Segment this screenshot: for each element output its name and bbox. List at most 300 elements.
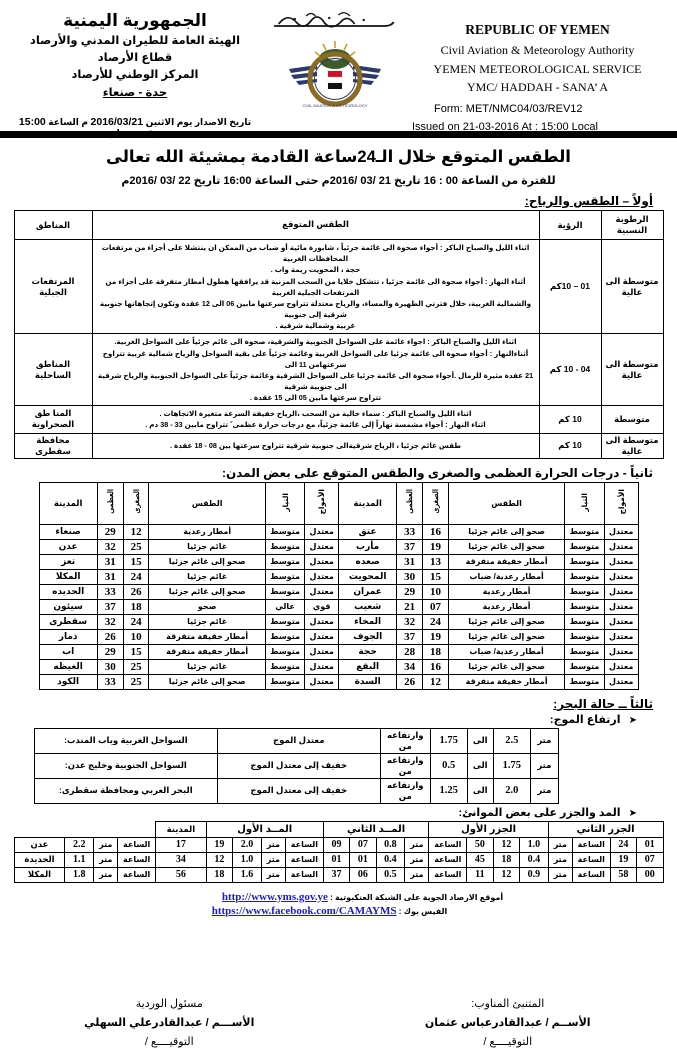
cell-max: 33 — [397, 524, 423, 539]
cell-max: 34 — [397, 659, 423, 674]
header-arabic-block — [10, 6, 260, 139]
forecast-period: للفترة من الساعة 00 : 16 تاريخ 21 /03 /2016م حتى الساعة 16:00 تاريخ 22 /03 /2016م — [0, 174, 677, 187]
cell-weather: صحو إلى غائم جزئيا — [448, 629, 564, 644]
cell-height-label: وارتفاعه من — [380, 778, 430, 803]
cell-max: 28 — [397, 644, 423, 659]
office-location-ar: حدة - صنعاء — [10, 85, 260, 102]
cell-sea: معتدل — [604, 554, 638, 569]
cell-min: 18 — [423, 644, 449, 659]
cell-wave-state: خفيف إلى معتدل الموج — [217, 753, 380, 778]
cell-city: سقطرى — [39, 614, 97, 629]
cell-ebb1-meter-label: متر — [405, 837, 429, 852]
cell-tide1-meter-label: متر — [94, 867, 118, 882]
cell-max: 30 — [97, 659, 123, 674]
cell-visibility: 10 كم — [539, 433, 601, 458]
cell-sea: معتدل — [305, 539, 339, 554]
cell-wind: متوسط — [265, 554, 305, 569]
cell-to-label: الى — [467, 753, 493, 778]
cell-city: المخاء — [339, 614, 397, 629]
cell-ebb2-meter-label: متر — [548, 852, 572, 867]
issue-suffix: توقيت محلي — [107, 128, 162, 138]
table-header-row — [39, 482, 638, 524]
weather-line: والشمالية الغربية، خلال فترتي الظهيرة والمساء، والرياح معتدلة تتراوح سرعتها مابين 06 الى 12 عقدة وتكون إتجاهاتها جنوبية شرقية إلى جنوبية — [98, 298, 534, 320]
signature-shift-supervisor — [0, 995, 339, 1052]
issue-mid: م الساعة — [48, 117, 88, 127]
col-ebb2-group: الجزر الثاني — [548, 821, 663, 837]
cell-min: 10 — [423, 584, 449, 599]
col-min-b1: الصغرى — [123, 482, 149, 524]
cell-ebb2-hour: 58 — [610, 867, 636, 882]
cell-tide1-minute: 12 — [206, 852, 232, 867]
section-1-heading: أولاً – الطقس والرياح: — [0, 194, 653, 208]
cell-max: 31 — [97, 554, 123, 569]
cell-port-city: المكلا — [14, 867, 65, 882]
wave-height-table — [34, 728, 559, 804]
table-row — [14, 240, 663, 334]
cell-min: 25 — [123, 659, 149, 674]
tides-table — [14, 821, 664, 883]
cell-city: عدن — [39, 539, 97, 554]
issued-on-en: Issued on 21-03-2016 At : 15:00 Local — [410, 118, 665, 137]
cell-wind: عالي — [265, 599, 305, 614]
cell-min: 16 — [423, 524, 449, 539]
cell-humidity: متوسطة — [601, 406, 663, 433]
cell-weather: صحو إلى غائم جزئيا — [448, 539, 564, 554]
cell-weather: صحو إلى غائم جزئيا — [448, 524, 564, 539]
col-sea-b2: الأمواج — [604, 482, 638, 524]
cell-wind: متوسط — [265, 674, 305, 689]
cell-tide1-hour: 56 — [156, 867, 207, 882]
supervisor-role: مسئول الوردية — [0, 995, 339, 1014]
cell-weather: أمطار رعدية/ ضباب — [448, 569, 564, 584]
cell-port-city: عدن — [14, 837, 65, 852]
col-max-b1: العظمى — [97, 482, 123, 524]
cell-min: 19 — [423, 629, 449, 644]
col-city-tides: المدينة — [156, 821, 207, 837]
table-row — [14, 433, 663, 458]
cell-weather: أمطار رعدية — [149, 524, 265, 539]
cell-weather: صحو إلى غائم جزئيا — [149, 584, 265, 599]
cell-max: 37 — [397, 629, 423, 644]
cell-min: 25 — [123, 674, 149, 689]
cell-ebb1-height: 0.4 — [376, 852, 405, 867]
table-row — [39, 644, 638, 659]
table-row — [14, 334, 663, 406]
cell-sea: معتدل — [305, 644, 339, 659]
cell-weather-description — [92, 334, 539, 406]
cell-tide1-height: 1.1 — [65, 852, 94, 867]
cell-city: المكلا — [39, 569, 97, 584]
cell-tide2-minute: 06 — [350, 867, 376, 882]
cell-height-label: وارتفاعه من — [380, 753, 430, 778]
supervisor-signature-line: التوقيــــع / — [0, 1033, 339, 1052]
cell-to-label: الى — [467, 728, 493, 753]
office-name-en: YMC/ HADDAH - SANA’ A — [410, 78, 665, 97]
cell-max: 26 — [97, 629, 123, 644]
cell-sea: معتدل — [305, 674, 339, 689]
weather-line: حجة ، المحويت ريمة واب . — [98, 264, 534, 275]
cell-sea: معتدل — [305, 614, 339, 629]
cell-min: 07 — [423, 599, 449, 614]
cell-ebb2-hour-label: الساعة — [572, 837, 610, 852]
cell-wind: متوسط — [265, 539, 305, 554]
cell-city: صنعاء — [39, 524, 97, 539]
cell-region: المنا طق الصحراوية — [14, 406, 92, 433]
cell-max: 29 — [97, 524, 123, 539]
cell-wind: متوسط — [265, 569, 305, 584]
cell-tide1-meter-label: متر — [94, 837, 118, 852]
cell-visibility: 01 – 10كم — [539, 240, 601, 334]
cell-tide2-hour-label: الساعة — [286, 852, 324, 867]
facebook-label: الفيس بوك : — [399, 907, 448, 916]
tides-label: المد والجزر على بعض الموانئ: — [459, 807, 621, 819]
cell-region: محافظة سقطرى — [14, 433, 92, 458]
cell-wind: متوسط — [565, 584, 605, 599]
forecast-title: الطقس المتوقع خلال الـ24ساعة القادمة بمشيئة الله تعالى — [0, 147, 677, 167]
cell-min: 25 — [123, 539, 149, 554]
cell-weather: غائم جزئيا — [149, 569, 265, 584]
cell-visibility: 10 كم — [539, 406, 601, 433]
cell-max: 29 — [397, 584, 423, 599]
cell-wind: متوسط — [565, 599, 605, 614]
table-row — [14, 837, 663, 852]
cell-region: المرتفعات الجبلية — [14, 240, 92, 334]
col-city-b1: المدينة — [39, 482, 97, 524]
cell-max: 32 — [97, 539, 123, 554]
cell-to-label: الى — [467, 778, 493, 803]
table-row — [39, 584, 638, 599]
cell-min: 10 — [123, 629, 149, 644]
table-row — [35, 778, 559, 803]
cell-height-label: وارتفاعه من — [380, 728, 430, 753]
issue-prefix: تاريخ الاصدار يوم الاثنين — [146, 117, 252, 127]
table-row — [39, 554, 638, 569]
cell-city: ذمار — [39, 629, 97, 644]
cell-ebb1-hour-label: الساعة — [429, 837, 467, 852]
cell-min: 26 — [123, 584, 149, 599]
cell-ebb2-meter-label: متر — [548, 837, 572, 852]
cell-city: تعز — [39, 554, 97, 569]
section-3-heading: ثالثاً ــ حالة البحر: — [0, 697, 653, 711]
cell-weather-description — [92, 433, 539, 458]
col-visibility: الرؤية — [539, 211, 601, 240]
basmala-calligraphy-icon — [272, 8, 399, 38]
cell-sea: معتدل — [604, 599, 638, 614]
country-name-ar: الجمهورية اليمنية — [10, 10, 260, 33]
cell-height-from: 0.5 — [430, 753, 467, 778]
cell-tide2-meter-label: متر — [261, 837, 285, 852]
weather-line: غربية وشمالية شرقية . — [98, 320, 534, 331]
cell-tide2-height: 1.0 — [233, 852, 262, 867]
website-label: أموقع الارصاد الجوية على الشبكة العنكبوتية : — [330, 893, 503, 902]
cell-ebb2-hour: 24 — [610, 837, 636, 852]
facebook-row — [48, 905, 677, 917]
cell-tide2-hour: 09 — [323, 837, 349, 852]
cell-weather: أمطار خفيفة متفرقة — [149, 644, 265, 659]
cell-ebb2-height: 0.4 — [520, 852, 549, 867]
cell-tide2-hour-label: الساعة — [286, 867, 324, 882]
city-temperature-table — [39, 482, 639, 690]
cell-weather: صحو إلى غائم جزئيا — [149, 554, 265, 569]
cell-max: 29 — [97, 644, 123, 659]
emblem-svg — [287, 39, 383, 111]
cell-ebb1-minute: 12 — [493, 837, 519, 852]
signature-area — [0, 995, 677, 1052]
col-wind-b2: التيار — [565, 482, 605, 524]
authority-name-ar: الهيئة العامة للطيران المدني والأرصاد — [10, 33, 260, 50]
cell-sea: معتدل — [305, 584, 339, 599]
table-row — [39, 659, 638, 674]
website-row — [48, 891, 677, 903]
cell-tide1-height: 1.8 — [65, 867, 94, 882]
cell-city: عمران — [339, 584, 397, 599]
cell-min: 15 — [123, 554, 149, 569]
cell-city: صعده — [339, 554, 397, 569]
issue-date: 2016/03/21 — [91, 116, 144, 128]
cell-weather: أمطار خفيفة متفرقة — [448, 674, 564, 689]
service-name-en: YEMEN METEOROLOGICAL SERVICE — [410, 60, 665, 79]
cell-ebb1-hour: 11 — [467, 867, 493, 882]
cell-city: الحديده — [39, 584, 97, 599]
table-row — [39, 614, 638, 629]
cell-ebb1-minute: 18 — [493, 852, 519, 867]
cell-sea: معتدل — [604, 659, 638, 674]
cell-tide2-hour: 01 — [323, 852, 349, 867]
cell-tide2-meter-label: متر — [261, 867, 285, 882]
cell-sea: معتدل — [305, 659, 339, 674]
table-row — [14, 406, 663, 433]
website-link[interactable]: http://www.yms.gov.ye — [222, 891, 328, 903]
cell-min: 16 — [423, 659, 449, 674]
cell-height-from: 1.75 — [430, 728, 467, 753]
cell-wind: متوسط — [265, 629, 305, 644]
cell-tide2-hour: 37 — [323, 867, 349, 882]
cell-city: البقع — [339, 659, 397, 674]
col-weather: الطقس المتوقع — [92, 211, 539, 240]
cell-tide1-meter-label: متر — [94, 852, 118, 867]
col-city-b2: المدينة — [339, 482, 397, 524]
section-2-heading: ثانياً - درجات الحرارة العظمى والصغرى والطقس المتوقع على بعض المدن: — [0, 466, 653, 480]
cell-wind: متوسط — [565, 524, 605, 539]
cell-min: 13 — [423, 554, 449, 569]
cell-ebb1-hour: 50 — [467, 837, 493, 852]
col-ebb1-group: الجزر الأول — [429, 821, 548, 837]
header-english-block — [410, 6, 665, 137]
cell-ebb2-hour-label: الساعة — [572, 867, 610, 882]
tides-subheading — [0, 806, 637, 819]
cell-wind: متوسط — [565, 629, 605, 644]
cell-wind: متوسط — [565, 569, 605, 584]
cell-max: 26 — [397, 674, 423, 689]
cell-max: 33 — [97, 584, 123, 599]
cell-unit: متر — [530, 778, 558, 803]
cell-max: 21 — [397, 599, 423, 614]
cell-min: 15 — [423, 569, 449, 584]
logo-block — [260, 6, 410, 111]
cell-ebb2-minute: 00 — [637, 867, 663, 882]
cell-wind: متوسط — [265, 584, 305, 599]
cell-min: 15 — [123, 644, 149, 659]
cell-weather: أمطار خفيفة متفرقة — [448, 554, 564, 569]
cell-humidity: متوسطة الى عالية — [601, 334, 663, 406]
table-row — [39, 539, 638, 554]
cell-humidity: متوسطة الى عالية — [601, 433, 663, 458]
cell-tide2-height: 2.0 — [233, 837, 262, 852]
cell-max: 30 — [397, 569, 423, 584]
cell-max: 31 — [97, 569, 123, 584]
weather-line: أثناء النهار : أجواء صحوة الى غائمة جزئيا ، تتشكل خلايا من السحب المزنية قد يرافقها هطول أمطار متفرقة على أجزاء من المرتفعات الجبلية الغربية — [98, 276, 534, 298]
cell-max: 32 — [397, 614, 423, 629]
weather-line: أثناءالنهار : أجواء صحوة الى غائمة جزئيا على السواحل الغربية وغائمة جزئياً على بقية السواحل والرياح شمالية غربية تتراوح سرعتهامن 11 الى — [98, 348, 534, 370]
cell-sea: معتدل — [604, 524, 638, 539]
cell-city: الكود — [39, 674, 97, 689]
cell-sea: معتدل — [604, 644, 638, 659]
cell-weather: أمطار رعدية/ ضباب — [448, 644, 564, 659]
sector-name-ar: قطاع الأرصاد — [10, 50, 260, 67]
cell-wind: متوسط — [565, 554, 605, 569]
cell-min: 12 — [123, 524, 149, 539]
cell-tide1-hour: 17 — [156, 837, 207, 852]
cell-wave-state: خفيف إلى معتدل الموج — [217, 778, 380, 803]
cell-weather: غائم جزئيا — [149, 539, 265, 554]
cell-city: السدة — [339, 674, 397, 689]
cell-weather: صحو إلى غائم جزئيا — [448, 659, 564, 674]
cell-coast: السواحل الغربية وباب المندب: — [35, 728, 218, 753]
cell-weather: أمطار رعدية — [448, 584, 564, 599]
cell-max: 32 — [97, 614, 123, 629]
col-weather-b1: الطقس — [149, 482, 265, 524]
cell-tide1-minute: 18 — [206, 867, 232, 882]
cell-min: 12 — [423, 674, 449, 689]
cell-region: المناطق الساحلية — [14, 334, 92, 406]
cell-sea: معتدل — [305, 629, 339, 644]
table-row — [39, 674, 638, 689]
cell-wind: متوسط — [565, 659, 605, 674]
cell-tide1-hour-label: الساعة — [118, 867, 156, 882]
cell-city: سيئون — [39, 599, 97, 614]
forecaster-signature-line: التوقيــــع / — [339, 1033, 677, 1052]
cama-emblem-icon — [287, 39, 383, 111]
cell-ebb2-height: 0.9 — [520, 867, 549, 882]
cell-min: 18 — [123, 599, 149, 614]
signature-forecaster — [339, 995, 677, 1052]
cell-min: 24 — [123, 614, 149, 629]
cell-weather: أمطار خفيفة متفرقة — [149, 629, 265, 644]
cell-sea: معتدل — [305, 554, 339, 569]
table-row — [14, 852, 663, 867]
cell-ebb1-meter-label: متر — [405, 852, 429, 867]
cell-wave-state: معتدل الموج — [217, 728, 380, 753]
cell-max: 31 — [397, 554, 423, 569]
cell-sea: قوي — [305, 599, 339, 614]
cell-sea: معتدل — [604, 674, 638, 689]
bullet-arrow-icon: ➤ — [629, 808, 637, 819]
wave-height-label: ارتفاع الموج: — [550, 714, 621, 726]
cell-sea: معتدل — [604, 539, 638, 554]
weather-line: تتراوح سرعتها مابين 05 الى 15 عقدة . — [98, 392, 534, 403]
cell-weather: صحو إلى غائم جزئيا — [149, 674, 265, 689]
cell-city: حجة — [339, 644, 397, 659]
weather-line: اثناء النهار : أجواء مشمسة نهاراً إلى غائمة جزئياً، مع درجات حرارة عظمى ً تتراوح مابين 33 - 38 دم . — [98, 419, 534, 430]
col-wind-b1: التيار — [265, 482, 305, 524]
cell-min: 24 — [423, 614, 449, 629]
forecaster-name: الأســم / عبدالقادرعباس عثمان — [339, 1014, 677, 1033]
cell-unit: متر — [530, 753, 558, 778]
cell-visibility: 04 - 10 كم — [539, 334, 601, 406]
form-number: Form: MET/NMC04/03/REV12 — [410, 100, 665, 119]
cell-tide1-hour-label: الساعة — [118, 852, 156, 867]
cell-weather: صحو — [149, 599, 265, 614]
cell-tide2-meter-label: متر — [261, 852, 285, 867]
cell-ebb1-hour-label: الساعة — [429, 852, 467, 867]
cell-city: عتق — [339, 524, 397, 539]
table-row — [39, 569, 638, 584]
col-max-b2: العظمى — [397, 482, 423, 524]
cell-ebb1-height: 0.8 — [376, 837, 405, 852]
cell-weather: غائم جزئيا — [149, 614, 265, 629]
cell-ebb2-hour: 19 — [610, 852, 636, 867]
cell-height-from: 1.25 — [430, 778, 467, 803]
col-region: المناطق — [14, 211, 92, 240]
cell-sea: معتدل — [305, 569, 339, 584]
cell-tide1-hour-label: الساعة — [118, 837, 156, 852]
cell-max: 33 — [97, 674, 123, 689]
issue-time: 15:00 — [19, 116, 46, 128]
facebook-link[interactable]: https://www.facebook.com/CAMAYMS — [212, 905, 397, 917]
cell-ebb1-minute: 12 — [493, 867, 519, 882]
cell-wind: متوسط — [565, 539, 605, 554]
cell-tide1-height: 2.2 — [65, 837, 94, 852]
cell-tide2-hour-label: الساعة — [286, 837, 324, 852]
col-weather-b2: الطقس — [448, 482, 564, 524]
cell-city: الغيظه — [39, 659, 97, 674]
table-row — [35, 753, 559, 778]
cell-city: مأرب — [339, 539, 397, 554]
cell-unit: متر — [530, 728, 558, 753]
weather-line: طقس غائم جزئيا ، الرياح شرقيةالى جنوبية شرقية تتراوح سرعتها بين 08 - 18 عقدة . — [98, 440, 534, 451]
cell-tide2-minute: 07 — [350, 837, 376, 852]
supervisor-name: الأســـم / عبدالقادرعلي السهلي — [0, 1014, 339, 1033]
cell-wind: متوسط — [265, 614, 305, 629]
cell-ebb1-meter-label: متر — [405, 867, 429, 882]
cell-wind: متوسط — [565, 674, 605, 689]
table-header-row — [14, 821, 663, 837]
col-tide1-group: المــد الأول — [206, 821, 323, 837]
cell-wind: متوسط — [265, 644, 305, 659]
table-row — [39, 629, 638, 644]
cell-wind: متوسط — [265, 659, 305, 674]
cell-tide2-height: 1.6 — [233, 867, 262, 882]
wave-height-subheading — [0, 713, 637, 726]
cell-tide1-minute: 19 — [206, 837, 232, 852]
cell-height-to: 2.0 — [493, 778, 530, 803]
cell-city: المحويت — [339, 569, 397, 584]
col-humidity: الرطوبة النسبية — [601, 211, 663, 240]
cell-ebb1-hour: 45 — [467, 852, 493, 867]
cell-ebb2-hour-label: الساعة — [572, 852, 610, 867]
cell-weather: أمطار رعدية — [448, 599, 564, 614]
cell-sea: معتدل — [604, 584, 638, 599]
cell-tide1-hour: 34 — [156, 852, 207, 867]
cell-wind: متوسط — [265, 524, 305, 539]
cell-port-city: الحديدة — [14, 852, 65, 867]
footer-links — [0, 891, 677, 917]
cell-sea: معتدل — [604, 569, 638, 584]
cell-max: 37 — [397, 539, 423, 554]
cell-ebb2-meter-label: متر — [548, 867, 572, 882]
document-header — [0, 0, 677, 130]
cell-humidity: متوسطة الى عالية — [601, 240, 663, 334]
